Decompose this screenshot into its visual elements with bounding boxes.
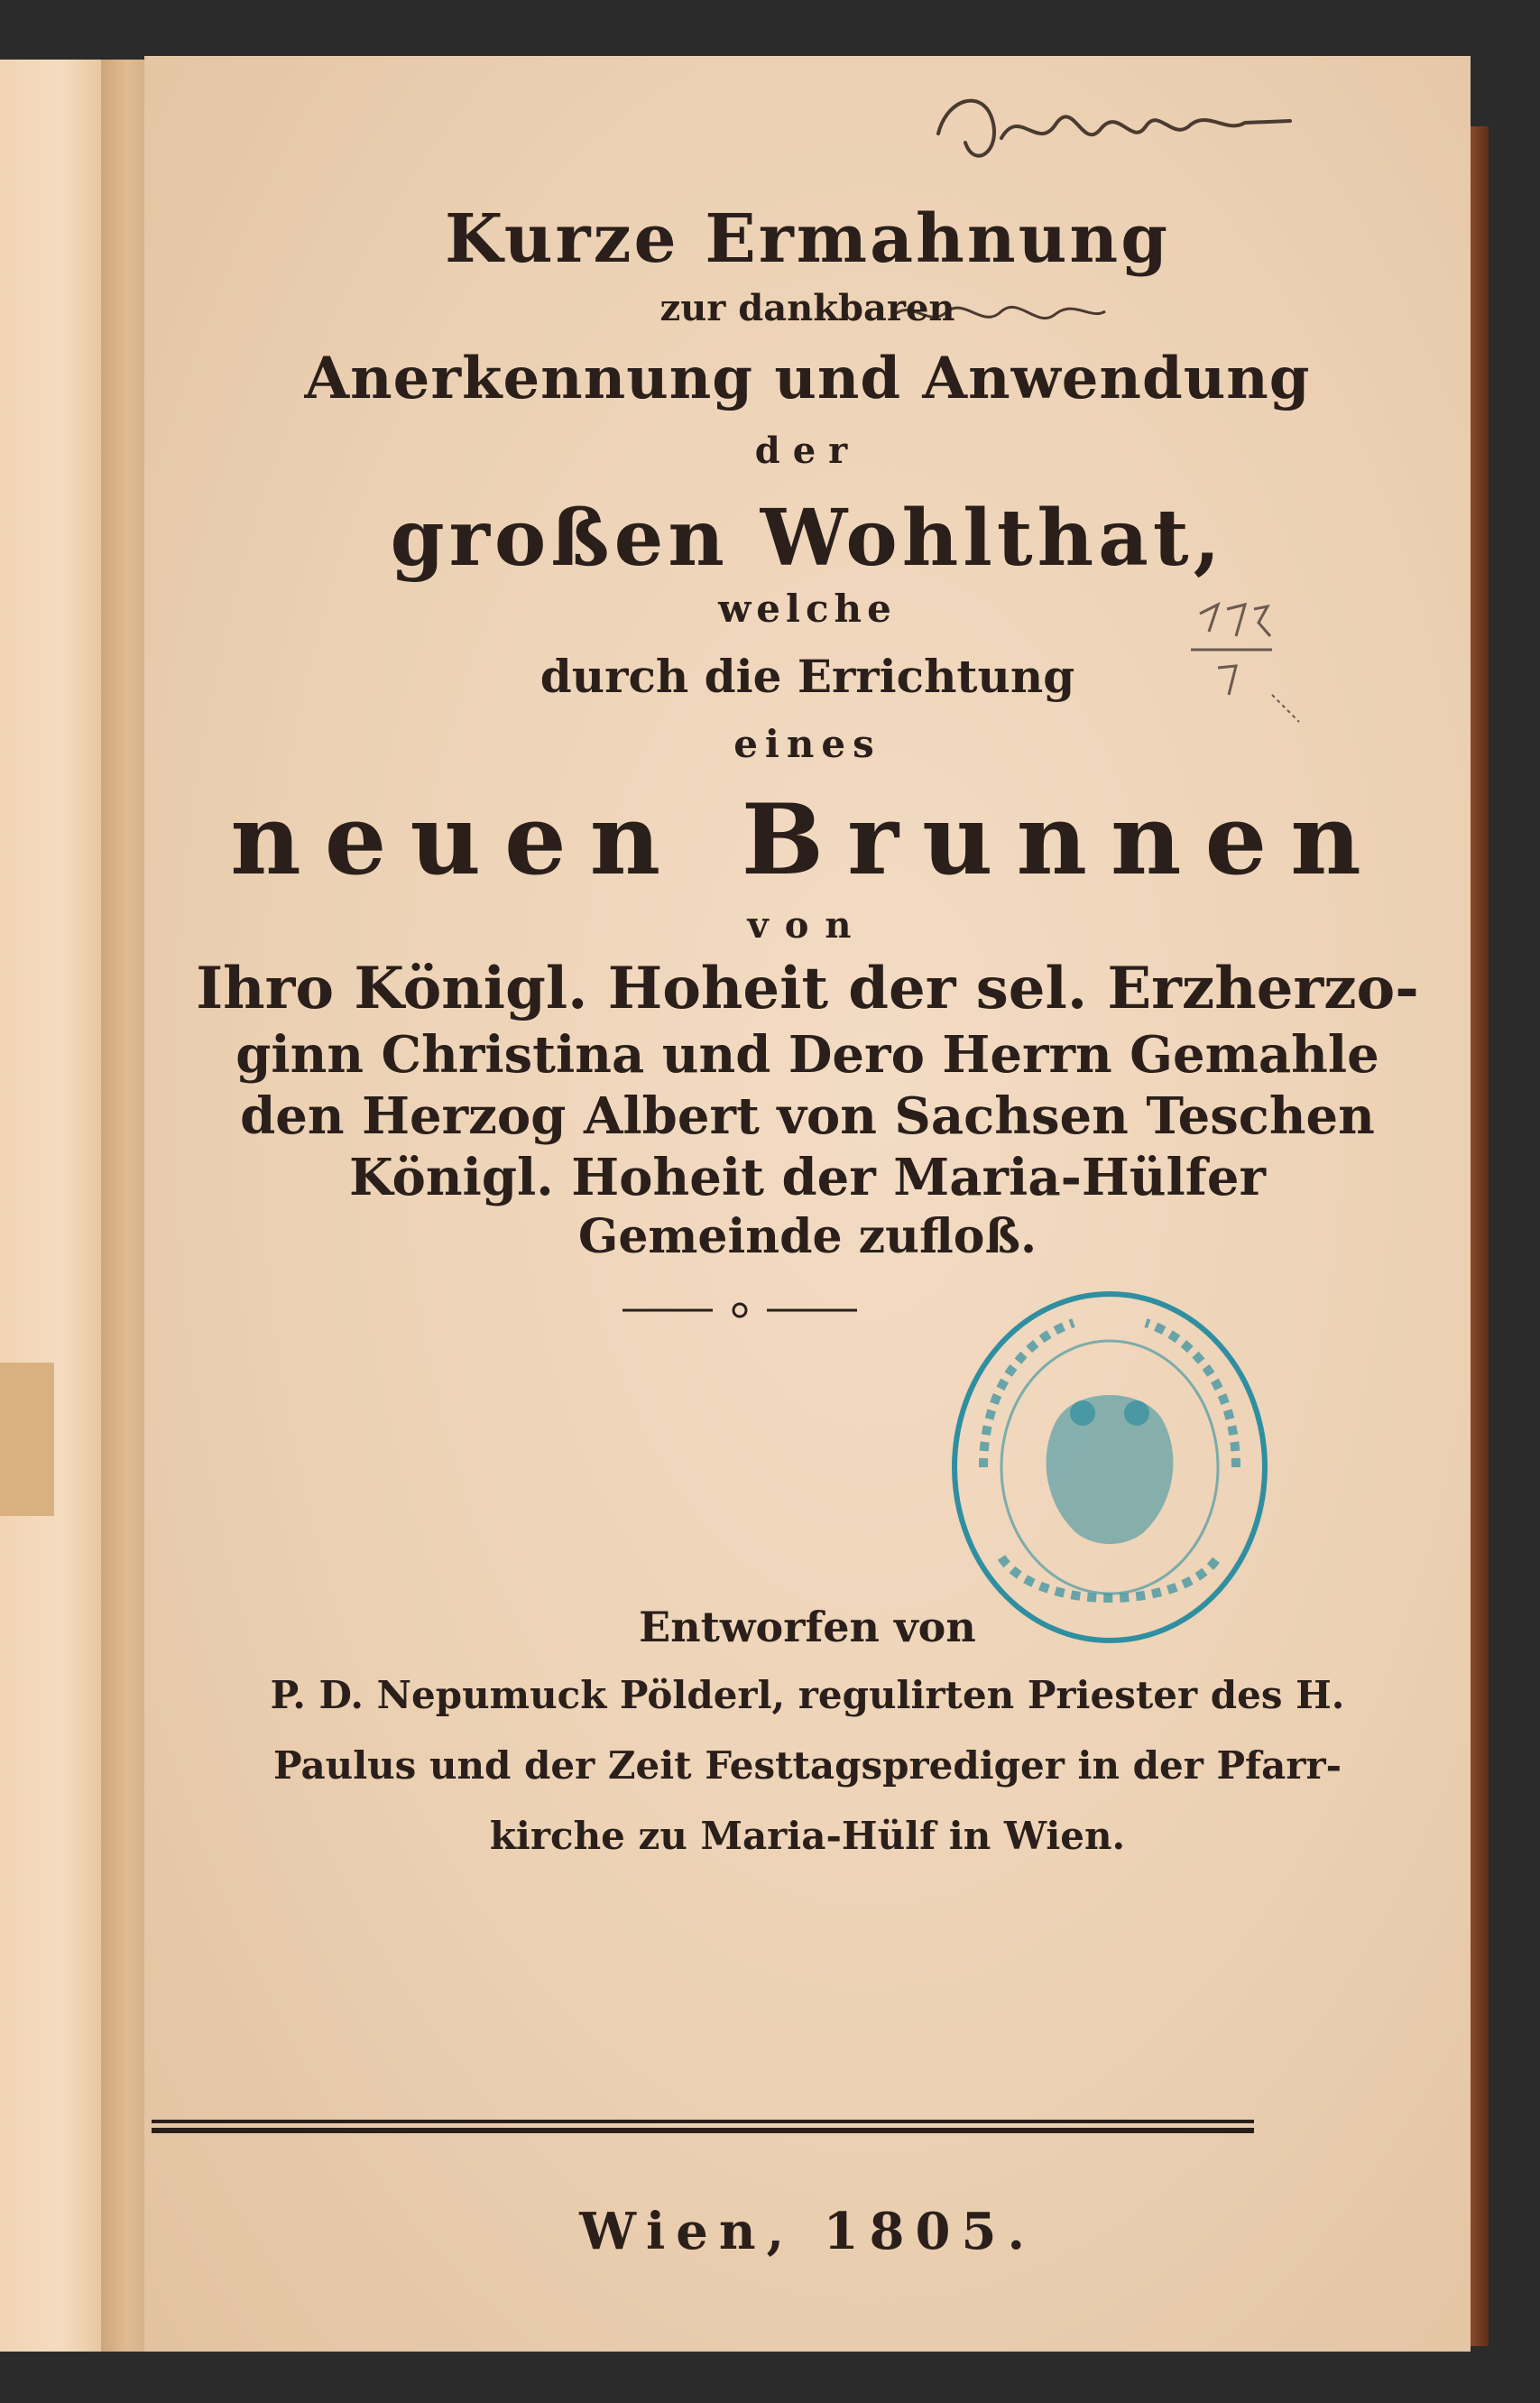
- imprint-double-rule: [152, 2117, 1254, 2137]
- author-line: P. D. Nepumuck Pölderl, regulirten Priester des H.: [270, 1673, 1345, 1717]
- subtitle-line-der: der: [754, 430, 861, 472]
- subtitle-line-durch: durch die Errichtung: [539, 650, 1075, 703]
- title-line: Kurze Ermahnung: [445, 200, 1170, 278]
- subtitle-line-welche: welche: [718, 587, 897, 631]
- left-page-tab: [0, 1363, 54, 1516]
- imprint-line: Wien, 1805.: [579, 2202, 1036, 2261]
- body-line: Ihro Königl. Hoheit der sel. Erzherzo-: [196, 955, 1419, 1022]
- library-stamp: [947, 1287, 1272, 1648]
- body-line: den Herzog Albert von Sachsen Teschen: [240, 1086, 1375, 1146]
- subtitle-line-anerkennung: Anerkennung und Anwendung: [304, 345, 1311, 412]
- author-line: Paulus und der Zeit Festtagsprediger in der Pfarr-: [272, 1743, 1342, 1788]
- ornament-divider: [613, 1299, 866, 1321]
- body-line: ginn Christina und Dero Herrn Gemahle: [235, 1025, 1379, 1085]
- subtitle-line-von: von: [747, 904, 868, 947]
- subtitle-line-eines: eines: [733, 722, 881, 766]
- body-line: Königl. Hoheit der Maria-Hülfer: [349, 1148, 1266, 1207]
- subtitle-line-grossen: großen Wohlthat,: [390, 493, 1225, 584]
- handwritten-ownership-note: [920, 70, 1299, 188]
- entworfen-line: Entworfen von: [639, 1603, 976, 1651]
- body-line: Gemeinde zufloß.: [577, 1209, 1037, 1264]
- subtitle-line-zur: zur dankbaren: [659, 287, 955, 329]
- subtitle-line-neuen-brunnen: neuen Brunnen: [230, 783, 1385, 897]
- cover-edge: [1471, 126, 1489, 2346]
- author-line: kirche zu Maria-Hülf in Wien.: [489, 1814, 1126, 1858]
- left-page-fragment: [0, 60, 104, 2352]
